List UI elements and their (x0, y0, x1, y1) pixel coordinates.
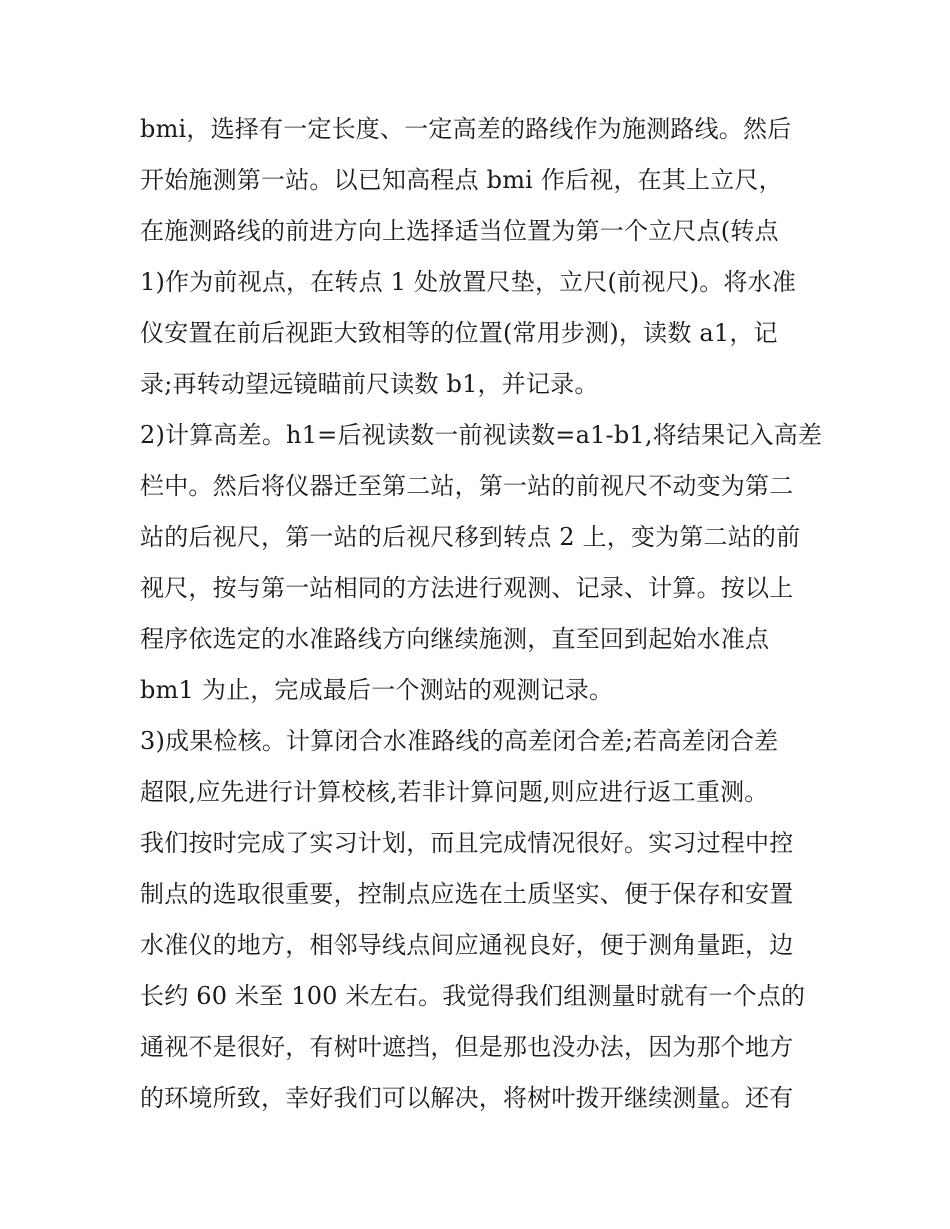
text-line: 制点的选取很重要，控制点应选在土质坚实、便于保存和安置 (140, 880, 794, 908)
text-line: 水准仪的地方，相邻导线点间应通视良好，便于测角量距，边 (140, 931, 794, 959)
text-line: 栏中。然后将仪器迁至第二站，第一站的前视尺不动变为第二 (140, 472, 794, 500)
text-line: 的环境所致，幸好我们可以解决，将树叶拨开继续测量。还有 (140, 1084, 794, 1112)
text-line: bmi，选择有一定长度、一定高差的路线作为施测路线。然后 (140, 115, 792, 143)
document-body (140, 104, 823, 1124)
text-line: 站的后视尺，第一站的后视尺移到转点 2 上，变为第二站的前 (140, 523, 801, 551)
text-line: 仪安置在前后视距大致相等的位置(常用步测)，读数 a1，记 (140, 319, 778, 347)
text-line: 超限,应先进行计算校核,若非计算问题,则应进行返工重测。 (140, 778, 769, 806)
text-line: 2)计算高差。h1=后视读数一前视读数=a1-b1,将结果记入高差 (140, 421, 823, 449)
text-line: 在施测路线的前进方向上选择适当位置为第一个立尺点(转点 (140, 217, 779, 245)
text-line: 通视不是很好，有树叶遮挡，但是那也没办法，因为那个地方 (140, 1033, 794, 1061)
text-line: 程序依选定的水准路线方向继续施测，直至回到起始水准点 (140, 625, 770, 653)
text-line: 1)作为前视点，在转点 1 处放置尺垫，立尺(前视尺)。将水准 (140, 268, 797, 296)
text-line: 3)成果检核。计算闭合水准路线的高差闭合差;若高差闭合差 (140, 727, 779, 755)
text-line: 录;再转动望远镜瞄前尺读数 b1，并记录。 (140, 370, 599, 398)
text-line: 视尺，按与第一站相同的方法进行观测、记录、计算。按以上 (140, 574, 794, 602)
text-line: 我们按时完成了实习计划，而且完成情况很好。实习过程中控 (140, 829, 794, 857)
text-line: 长约 60 米至 100 米左右。我觉得我们组测量时就有一个点的 (140, 982, 806, 1010)
text-line: bm1 为止，完成最后一个测站的观测记录。 (140, 676, 614, 704)
text-line: 开始施测第一站。以已知高程点 bmi 作后视，在其上立尺， (140, 166, 783, 194)
